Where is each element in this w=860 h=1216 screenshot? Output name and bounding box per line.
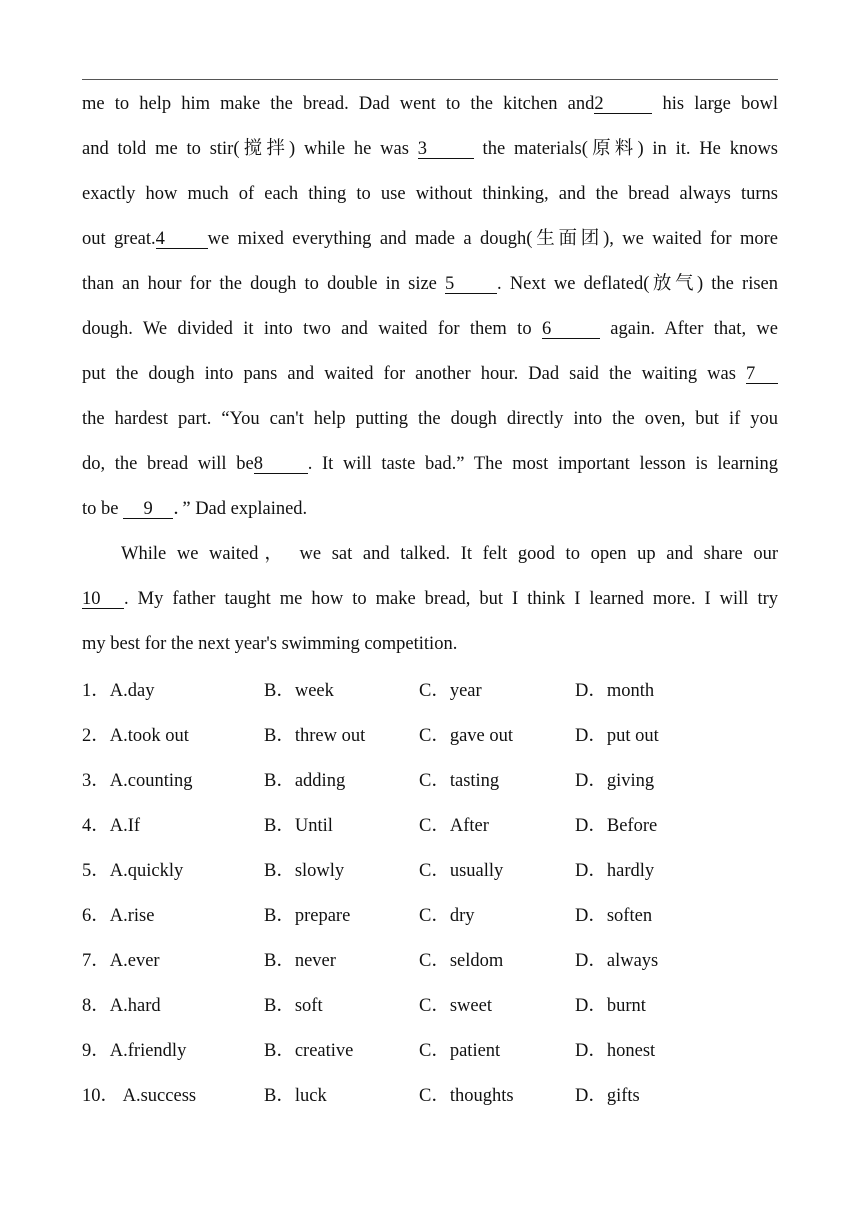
- option-d: D．giving: [575, 771, 655, 791]
- option-b: B．prepare: [264, 906, 351, 926]
- option-c: C．seldom: [419, 951, 504, 971]
- blank-2: 2: [594, 95, 652, 114]
- option-d: D．put out: [575, 726, 659, 746]
- option-a: A.hard: [109, 996, 161, 1016]
- option-a: A.friendly: [109, 1041, 187, 1061]
- option-b: B．luck: [264, 1086, 327, 1106]
- option-a: A.quickly: [109, 861, 184, 881]
- option-c: C．dry: [419, 906, 475, 926]
- option-b: B．never: [264, 951, 336, 971]
- passage-text: than an hour for the dough to double in size: [82, 274, 446, 294]
- question-number: 4．: [82, 816, 110, 836]
- blank-4: 4: [156, 230, 208, 249]
- option-a: A.counting: [109, 771, 193, 791]
- passage-text: . Next we deflated(放气) the risen: [497, 274, 778, 294]
- question-row: [82, 1074, 778, 1119]
- question-row: [82, 849, 778, 894]
- passage-text: put the dough into pans and waited for another hour. Dad said the waiting was: [82, 364, 746, 384]
- question-row: [82, 759, 778, 804]
- passage-text: . My father taught me how to make bread, but I think I learned more. I will try: [124, 589, 778, 609]
- option-b: B．slowly: [264, 861, 345, 881]
- option-col-a: [82, 669, 154, 714]
- option-d: D．soften: [575, 906, 653, 926]
- option-b: B．week: [264, 681, 334, 701]
- passage-text: to be: [82, 499, 124, 519]
- option-col-a: [82, 804, 140, 849]
- option-b: B．Until: [264, 816, 333, 836]
- option-c: C．After: [419, 816, 489, 836]
- option-d: D．honest: [575, 1041, 656, 1061]
- question-number: 1．: [82, 681, 110, 701]
- passage-text: me to help him make the bread. Dad went to the kitchen and: [82, 94, 595, 114]
- question-number: 6．: [82, 906, 110, 926]
- passage-line: [82, 217, 778, 262]
- option-d: D．always: [575, 951, 659, 971]
- option-a: A.If: [109, 816, 141, 836]
- passage-line: [82, 442, 778, 487]
- question-row: [82, 939, 778, 984]
- option-d: D．month: [575, 681, 655, 701]
- option-col-a: [82, 849, 183, 894]
- passage-line: While we waited， we sat and talked. It felt good to open up and share our: [121, 544, 778, 564]
- blank-8: 8: [254, 455, 308, 474]
- option-b: B．soft: [264, 996, 323, 1016]
- question-row: [82, 714, 778, 759]
- option-col-a: [82, 1029, 186, 1074]
- passage-line: exactly how much of each thing to use without thinking, and the bread always turns: [82, 184, 778, 204]
- question-row: [82, 804, 778, 849]
- blank-9: 9: [123, 500, 173, 519]
- question-row: [82, 669, 778, 714]
- option-c: C．gave out: [419, 726, 514, 746]
- option-d: D．Before: [575, 816, 658, 836]
- passage-line: [82, 127, 778, 172]
- question-row: [82, 894, 778, 939]
- passage-line: the hardest part. “You can't help putting the dough directly into the oven, but if you: [82, 409, 778, 429]
- question-row: [82, 984, 778, 1029]
- question-number: 7．: [82, 951, 110, 971]
- passage-line: [82, 577, 778, 622]
- option-b: B．creative: [264, 1041, 354, 1061]
- question-number: 8．: [82, 996, 110, 1016]
- passage-line: [82, 82, 778, 127]
- blank-10: 10: [82, 590, 124, 609]
- passage-text: again. After that, we: [599, 319, 778, 339]
- passage: [82, 82, 778, 667]
- passage-text: do, the bread will be: [82, 454, 254, 474]
- blank-5: 5: [445, 275, 497, 294]
- option-col-a: [82, 984, 161, 1029]
- answer-options: [82, 669, 778, 1119]
- blank-7: 7: [746, 365, 778, 384]
- passage-text: his large bowl: [652, 94, 778, 114]
- passage-line: my best for the next year's swimming competition.: [82, 634, 458, 654]
- question-number: 2．: [82, 726, 110, 746]
- question-number: 3．: [82, 771, 110, 791]
- option-a: A.day: [109, 681, 155, 701]
- question-number: 9．: [82, 1041, 110, 1061]
- option-d: D．gifts: [575, 1086, 640, 1106]
- option-col-a: [82, 714, 189, 759]
- option-d: D．hardly: [575, 861, 655, 881]
- option-col-a: [82, 939, 160, 984]
- option-col-a: [82, 759, 193, 804]
- option-d: D．burnt: [575, 996, 646, 1016]
- passage-text: dough. We divided it into two and waited for them to: [82, 319, 542, 339]
- option-c: C．tasting: [419, 771, 500, 791]
- question-number: 5．: [82, 861, 110, 881]
- option-b: B．adding: [264, 771, 346, 791]
- option-c: C．usually: [419, 861, 504, 881]
- passage-line: [82, 262, 778, 307]
- option-c: C．year: [419, 681, 482, 701]
- passage-text: out great.: [82, 229, 156, 249]
- question-row: [82, 1029, 778, 1074]
- option-c: C．thoughts: [419, 1086, 514, 1106]
- option-a: A.took out: [109, 726, 189, 746]
- option-b: B．threw out: [264, 726, 366, 746]
- option-a: A.success: [119, 1086, 197, 1106]
- option-c: C．sweet: [419, 996, 492, 1016]
- passage-text: ．” Dad explained.: [173, 499, 308, 519]
- passage-line: [82, 307, 778, 352]
- question-number: 10．: [82, 1086, 120, 1106]
- header-rule: [82, 79, 778, 80]
- passage-text: and told me to stir(搅拌) while he was: [82, 139, 418, 159]
- option-a: A.rise: [109, 906, 155, 926]
- passage-line: [82, 352, 778, 397]
- option-a: A.ever: [109, 951, 160, 971]
- option-c: C．patient: [419, 1041, 501, 1061]
- option-col-a: [82, 894, 154, 939]
- option-col-a: [82, 1074, 196, 1119]
- blank-3: 3: [418, 140, 474, 159]
- blank-6: 6: [542, 320, 600, 339]
- passage-text: the materials(原料) in it. He knows: [473, 139, 779, 159]
- passage-text: . It will taste bad.” The most important lesson is learning: [307, 454, 778, 474]
- passage-line: [82, 487, 778, 532]
- passage-text: we mixed everything and made a dough(生面团), we waited for more: [207, 229, 778, 249]
